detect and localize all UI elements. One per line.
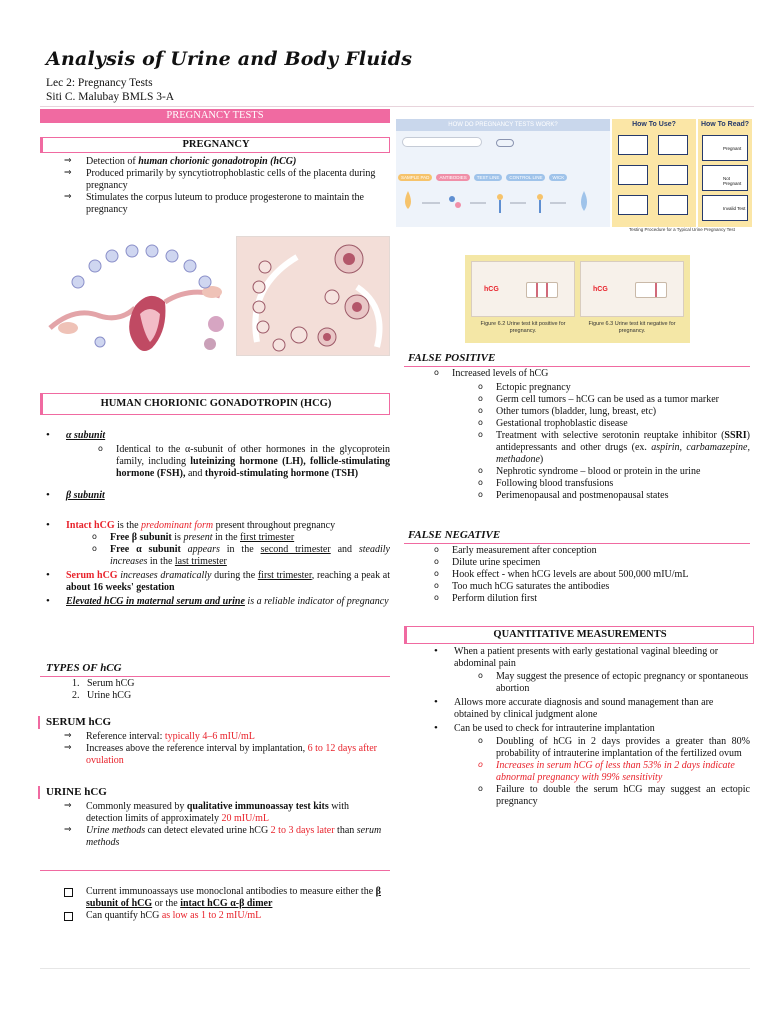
infographic-header: HOW DO PREGNANCY TESTS WORK? xyxy=(396,119,610,131)
urine-marker xyxy=(38,786,40,799)
list-item: o Hook effect - when hCG levels are about 500,000 mIU/mL xyxy=(434,569,750,581)
negative-test-strip xyxy=(580,261,684,317)
strip-label: hCG xyxy=(593,286,608,293)
list-item: ⇒ Stimulates the corpus luteum to produce progesterone to maintain the pregnancy xyxy=(60,192,386,216)
false-negative-list xyxy=(434,545,750,605)
antibody-flow-diagram xyxy=(400,185,606,221)
result-label: Pregnant xyxy=(723,146,742,151)
pregnancy-test-infographic xyxy=(396,119,752,235)
section-banner: PREGNANCY TESTS xyxy=(40,109,390,123)
stage-label: ANTIBODIES xyxy=(436,174,469,181)
list-item: o Too much hCG saturates the antibodies xyxy=(434,581,750,593)
header-rule xyxy=(40,106,754,107)
urine-heading: URINE hCG xyxy=(46,786,107,798)
positive-test-strip xyxy=(471,261,575,317)
quantitative-list xyxy=(428,646,750,814)
document-title: Analysis of Urine and Body Fluids xyxy=(46,48,413,70)
list-item: o Increases in serum hCG of less than 53% in 2 days indicate abnormal pregnancy with 99% sensitivity xyxy=(478,760,750,784)
list-item: o Free β subunit is present in the first trimester xyxy=(92,532,390,544)
list-item: ⇒ Urine methods can detect elevated urine hCG 2 to 3 days later than serum methods xyxy=(60,825,386,849)
result-card xyxy=(702,195,748,221)
infographic-caption: Testing Procedure for a Typical Urine Pregnancy Test xyxy=(629,227,735,232)
list-item: o May suggest the presence of ectopic pregnancy or spontaneous abortion xyxy=(478,671,750,695)
list-item: • α subunit o Identical to the α-subunit of other hormones in the glycoprotein family, including luteinizing hormone (LH), follicle-stimulating hormone (FSH), and thyroid-stimulating hormone (TSH) xyxy=(40,430,390,480)
hcg-subunit-list xyxy=(40,430,390,614)
hcg-heading: HUMAN CHORIONIC GONADOTROPIN (HCG) xyxy=(40,393,390,415)
how-to-read-panel xyxy=(698,119,752,227)
stage-label-row xyxy=(398,174,567,181)
result-label: Not Pregnant xyxy=(723,176,742,187)
embryo-illustration xyxy=(237,237,390,356)
test-stick xyxy=(402,137,482,147)
list-item: o Other tumors (bladder, lung, breast, etc) xyxy=(478,406,750,418)
list-item: • Intact hCG is the predominant form present throughout pregnancy o Free β subunit is present in the first trimester o Free α subunit appears in the second trimester and steadily increases in the last trimester xyxy=(40,520,390,568)
list-item: ⇒ Reference interval: typically 4–6 mIU/mL xyxy=(60,731,386,743)
list-item: • When a patient presents with early gestational vaginal bleeding or abdominal pain o May suggest the presence of ectopic pregnancy or spontaneous abortion xyxy=(428,646,750,695)
result-card xyxy=(702,165,748,191)
list-item: • Elevated hCG in maternal serum and urine is a reliable indicator of pregnancy xyxy=(40,596,390,608)
urine-list xyxy=(60,801,386,849)
list-item: o Doubling of hCG in 2 days provides a greater than 80% probability of intrauterine implantation of the fertilized ovum xyxy=(478,736,750,760)
result-window xyxy=(635,282,667,298)
stage-label: TEST LINE xyxy=(474,174,503,181)
lecture-label: Lec 2: Pregnancy Tests xyxy=(46,77,153,89)
fertilization-figure xyxy=(40,236,230,356)
stage-label: WICK xyxy=(549,174,567,181)
list-item: ⇒ Commonly measured by qualitative immunoassay test kits with detection limits of approximately 20 mIU/mL xyxy=(60,801,386,825)
list-item: Current immunoassays use monoclonal antibodies to measure either the β subunit of hCG or the intact hCG α-β dimer xyxy=(60,886,386,910)
pregnancy-heading: PREGNANCY xyxy=(40,137,390,153)
how-to-use-panel xyxy=(612,119,696,227)
list-item: • Serum hCG increases dramatically during the first trimester, reaching a peak at about 16 weeks' gestation xyxy=(40,570,390,594)
list-item: ⇒ Produced primarily by syncytiotrophoblastic cells of the placenta during pregnancy xyxy=(60,168,386,192)
list-item: o Gestational trophoblastic disease xyxy=(478,418,750,430)
alpha-sublist xyxy=(98,444,390,480)
quantitative-sublist xyxy=(478,736,750,808)
intact-sublist xyxy=(92,532,390,568)
result-card xyxy=(702,135,748,161)
step-icon xyxy=(658,195,688,215)
types-heading: TYPES OF hCG xyxy=(46,662,122,674)
control-line xyxy=(546,283,548,297)
step-icon xyxy=(618,165,648,185)
result-window xyxy=(526,282,558,298)
how-to-read-title: How To Read? xyxy=(700,121,750,128)
figure-caption: Figure 6.3 Urine test kit negative for pregnancy. xyxy=(588,321,676,334)
figure-caption: Figure 6.2 Urine test kit positive for pregnancy. xyxy=(480,321,566,334)
list-item: ⇒ Detection of human chorionic gonadotropin (hCG) xyxy=(60,156,386,168)
false-negative-rule xyxy=(404,543,750,544)
notes-list xyxy=(60,886,386,922)
list-item: o Free α subunit appears in the second trimester and steadily increases in the last trimester xyxy=(92,544,390,568)
how-to-use-title: How To Use? xyxy=(632,121,676,128)
list-item: o Treatment with selective serotonin reuptake inhibitor (SSRI) antidepressants and other drugs (ex. aspirin, carbamazepine, methadone) xyxy=(478,430,750,466)
list-item: 2. Urine hCG xyxy=(72,690,132,701)
list-item: o Identical to the α-subunit of other hormones in the glycoprotein family, including luteinizing hormone (LH), follicle-stimulating hormone (FSH), and thyroid-stimulating hormone (TSH) xyxy=(98,444,390,480)
notes-rule xyxy=(40,870,390,871)
list-item: Can quantify hCG as low as 1 to 2 mIU/mL xyxy=(60,910,386,922)
test-line xyxy=(536,283,538,297)
step-icon xyxy=(658,165,688,185)
strip-label: hCG xyxy=(484,286,499,293)
list-item: 1. Serum hCG xyxy=(72,678,135,689)
list-item: • β subunit xyxy=(40,490,390,502)
list-item: o Dilute urine specimen xyxy=(434,557,750,569)
list-item: o Failure to double the serum hCG may suggest an ectopic pregnancy xyxy=(478,784,750,808)
list-item: o Ectopic pregnancy xyxy=(478,382,750,394)
list-item: • Can be used to check for intrauterine implantation o Doubling of hCG in 2 days provides a greater than 80% probability of intrauterine implantation of the fertilized ovum o Increases in serum hCG of less than 53% in 2 days indicate abnormal pregnancy with 99% sensitivity o Failure to double the serum hCG may suggest an ectopic pregnancy xyxy=(428,723,750,808)
control-line xyxy=(655,283,657,297)
how-tests-work-panel xyxy=(396,119,610,227)
serum-heading: SERUM hCG xyxy=(46,716,112,728)
types-list xyxy=(62,678,135,702)
result-label: Invalid Test xyxy=(723,206,746,211)
step-icon xyxy=(658,135,688,155)
test-window xyxy=(496,139,514,147)
quantitative-sublist xyxy=(478,671,750,695)
embryo-development-figure xyxy=(236,236,390,356)
false-positive-sublist xyxy=(478,382,750,502)
pregnancy-list xyxy=(60,156,386,216)
author-label: Siti C. Malubay BMLS 3-A xyxy=(46,91,175,103)
list-item: o Perform dilution first xyxy=(434,593,750,605)
quantitative-heading: QUANTITATIVE MEASUREMENTS xyxy=(404,626,754,644)
stage-label: CONTROL LINE xyxy=(506,174,545,181)
list-item: o Perimenopausal and postmenopausal states xyxy=(478,490,750,502)
list-item: • Allows more accurate diagnosis and sound management than are obtained by clinical judgment alone xyxy=(428,697,750,721)
urine-test-kit-photo xyxy=(465,255,690,343)
false-positive-rule xyxy=(404,366,750,367)
serum-list xyxy=(60,731,386,767)
step-icon xyxy=(618,135,648,155)
list-item: o Nephrotic syndrome – blood or protein in the urine xyxy=(478,466,750,478)
serum-marker xyxy=(38,716,40,729)
false-negative-heading: FALSE NEGATIVE xyxy=(408,529,501,541)
step-icon xyxy=(618,195,648,215)
footer-rule xyxy=(40,968,750,969)
list-item: o Increased levels of hCG xyxy=(434,368,750,380)
false-positive-list xyxy=(434,368,750,380)
false-positive-heading: FALSE POSITIVE xyxy=(408,352,496,364)
list-item: o Early measurement after conception xyxy=(434,545,750,557)
list-item: o Following blood transfusions xyxy=(478,478,750,490)
types-rule xyxy=(40,676,390,677)
stage-label: SAMPLE PAD xyxy=(398,174,432,181)
list-item: ⇒ Increases above the reference interval by implantation, 6 to 12 days after ovulation xyxy=(60,743,386,767)
list-item: o Germ cell tumors – hCG can be used as a tumor marker xyxy=(478,394,750,406)
uterus-illustration xyxy=(40,236,230,356)
